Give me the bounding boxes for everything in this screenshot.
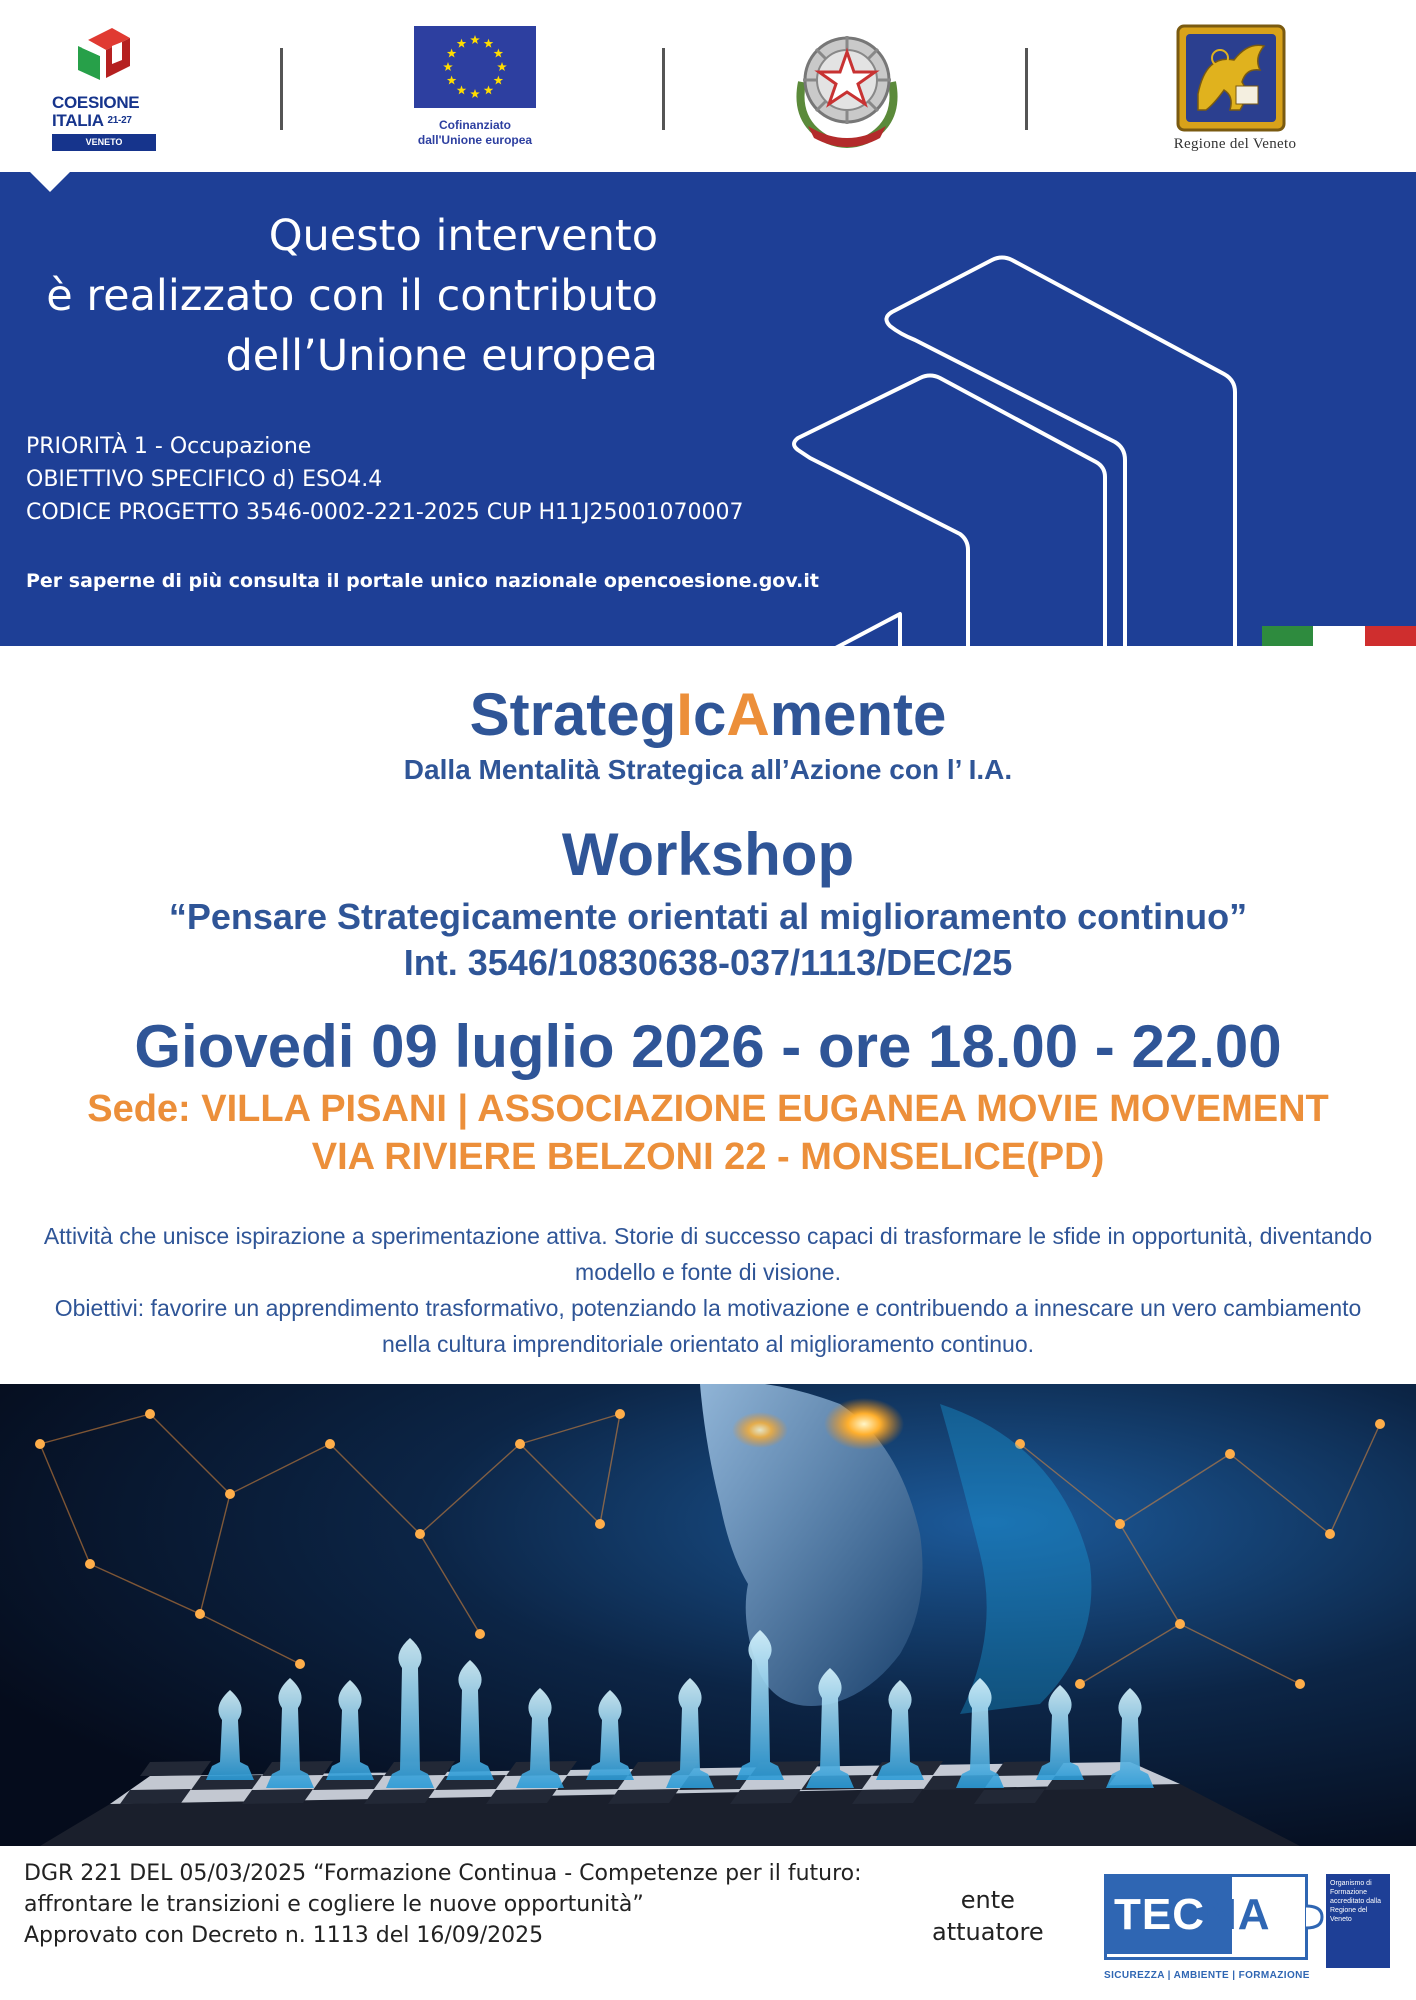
logo-divider xyxy=(1025,48,1028,130)
coesione-word: COESIONE xyxy=(52,93,140,112)
logo-divider xyxy=(280,48,283,130)
description-objectives: Obiettivi: favorire un apprendimento trasformativo, potenziando la motivazione e contribuendo a innescare un vero cambiamento nella cultura imprenditoriale orientato al miglioramento continuo. xyxy=(54,1295,1362,1357)
regione-veneto-logo xyxy=(1150,24,1320,158)
accreditation-badge: Organismo di Formazione accreditato dalla Regione del Veneto xyxy=(1326,1874,1390,1968)
eu-cofinanced-logo xyxy=(410,26,550,156)
veneto-band: VENETO xyxy=(52,134,156,151)
tecna-logo-icon xyxy=(1104,1874,1314,1990)
workshop-code: Int. 3546/10830638-037/1113/DEC/25 xyxy=(403,942,1013,983)
footer xyxy=(0,1846,1416,2000)
banner-title: Questo intervento è realizzato con il contributo dell’Unione europea xyxy=(46,211,658,381)
venue-name: Sede: VILLA PISANI | ASSOCIAZIONE EUGANEA MOVIE MOVEMENT xyxy=(87,1088,1329,1130)
event-subtitle: Dalla Mentalità Strategica all’Azione con l’ I.A. xyxy=(403,754,1013,785)
event-title: StrategIcAmente xyxy=(469,681,947,748)
logo-divider xyxy=(662,48,665,130)
eu-flag-icon xyxy=(414,26,536,108)
chessboard-image xyxy=(0,1384,1416,1846)
banner-notch xyxy=(30,172,70,192)
objective-line: OBIETTIVO SPECIFICO d) ESO4.4 xyxy=(26,467,383,492)
eu-contribution-banner xyxy=(0,172,1416,646)
coesione-italia-logo xyxy=(48,26,168,156)
banner-outline-graphic xyxy=(780,252,1260,646)
portal-link-text: Per saperne di più consulta il portale unico nazionale opencoesione.gov.it xyxy=(26,570,819,592)
workshop-title: “Pensare Strategicamente orientati al miglioramento continuo” xyxy=(168,896,1248,937)
tecna-wordmark: TECNA xyxy=(1114,1890,1271,1939)
tecna-tagline: SICUREZZA | AMBIENTE | FORMAZIONE xyxy=(1104,1970,1310,1981)
ente-attuatore-label: ente attuatore xyxy=(932,1886,1044,1946)
event-description xyxy=(40,1218,1376,1362)
eu-caption: Cofinanziato dall'Unione europea xyxy=(417,118,533,147)
veneto-caption: Regione del Veneto xyxy=(1173,136,1297,152)
dgr-reference: DGR 221 DEL 05/03/2025 “Formazione Continua - Competenze per il futuro: affrontare le transizioni e cogliere le nuove opportunità” Approvato con Decreto n. 1113 del 16/09/2025 xyxy=(24,1861,862,1948)
logo-bar xyxy=(0,0,1416,172)
veneto-lion-icon xyxy=(1176,24,1286,132)
project-code-line: CODICE PROGETTO 3546-0002-221-2025 CUP H11J25001070007 xyxy=(26,500,744,525)
italia-word: ITALIA $^{21-27}$ xyxy=(52,111,132,130)
event-date: Giovedi 09 luglio 2026 - ore 18.00 - 22.00 xyxy=(134,1013,1282,1080)
priority-line: PRIORITÀ 1 - Occupazione xyxy=(26,434,312,459)
project-info xyxy=(26,430,743,529)
repubblica-emblem-icon xyxy=(788,22,906,150)
coesione-logo-icon xyxy=(72,26,142,86)
workshop-heading: Workshop xyxy=(561,821,855,888)
venue-address: VIA RIVIERE BELZONI 22 - MONSELICE(PD) xyxy=(311,1136,1105,1178)
repubblica-italiana-emblem xyxy=(788,22,906,150)
years-label: 21-27 xyxy=(107,115,132,126)
description-activity: Attività che unisce ispirazione a sperimentazione attiva. Storie di successo capaci di trasformare le sfide in opportunità, diventando modello e fonte di visione. xyxy=(43,1223,1373,1285)
italian-flag-stripe xyxy=(1262,626,1416,646)
